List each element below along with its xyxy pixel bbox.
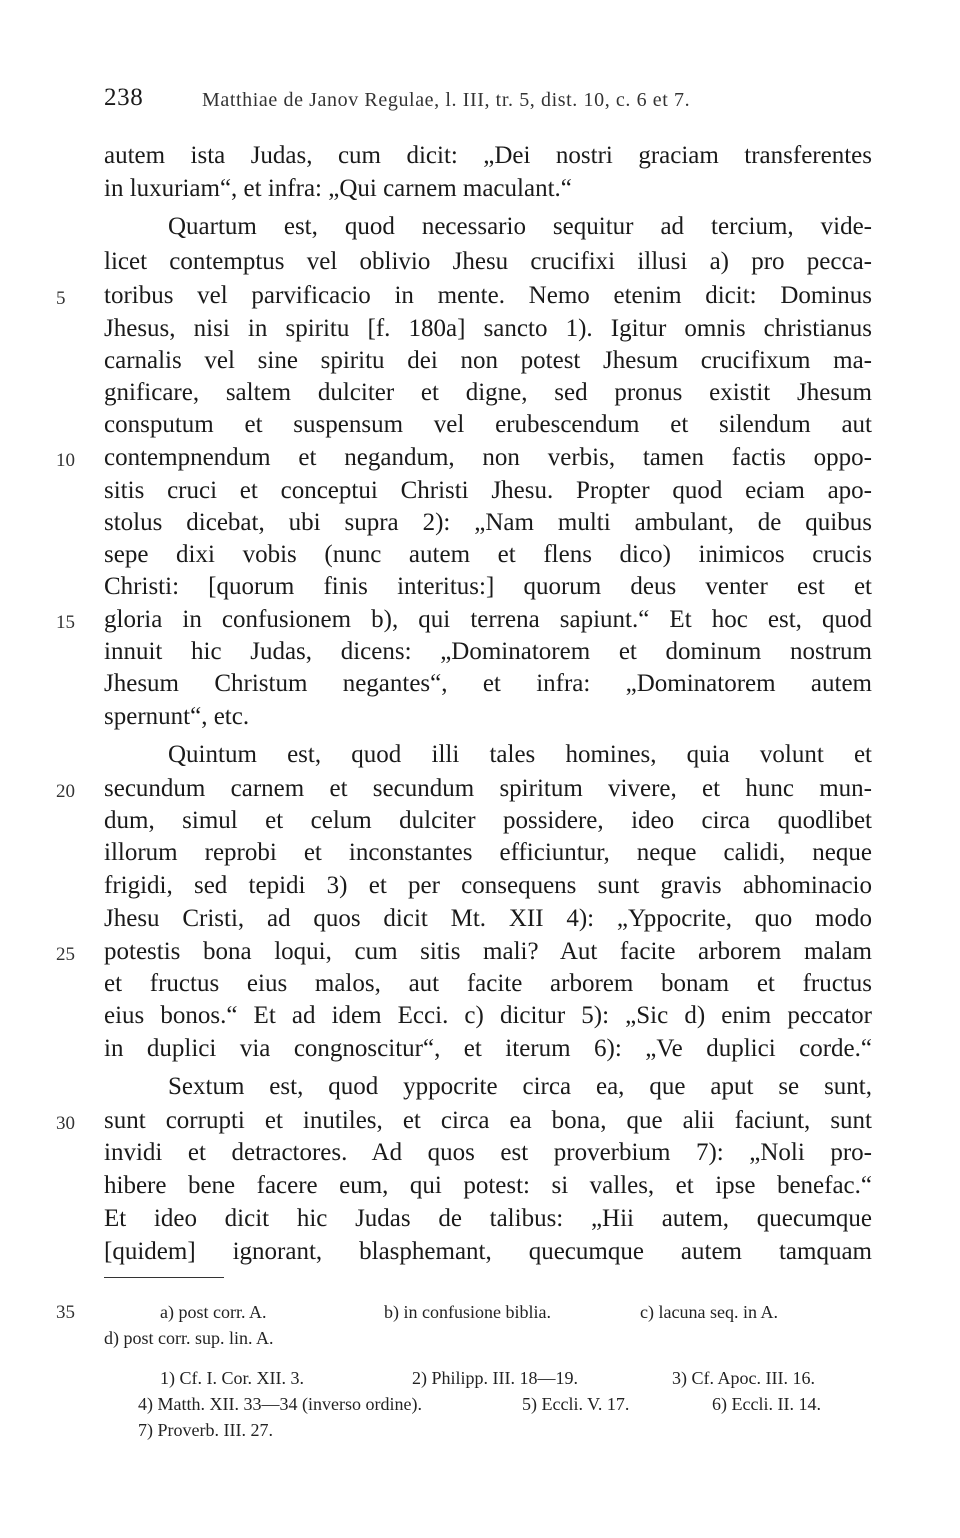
text-line: gloria in confusionem b), qui terrena sapiunt.“ Et hoc est, quod — [104, 606, 872, 633]
text-line: hibere bene facere eum, qui potest: si valles, et ipse benefac.“ — [104, 1172, 872, 1199]
line-number: 25 — [56, 944, 75, 965]
text-line: [quidem] ignorant, blasphemant, quecumque autem tamquam — [104, 1238, 872, 1265]
text-line: illorum reprobi et inconstantes efficiuntur, neque calidi, neque — [104, 839, 872, 866]
text-line: potestis bona loqui, cum sitis mali? Aut facite arborem malam — [104, 938, 872, 965]
text-line: licet contemptus vel oblivio Jhesu crucifixi illusi a) pro pecca- — [104, 248, 872, 275]
footnote-divider — [104, 1277, 224, 1278]
line-number: 15 — [56, 612, 75, 633]
text-line: autem ista Judas, cum dicit: „Dei nostri graciam transferentes — [104, 142, 872, 169]
source-note: 7) Proverb. III. 27. — [138, 1420, 273, 1440]
text-line: sunt corrupti et inutiles, et circa ea bona, que alii faciunt, sunt — [104, 1107, 872, 1134]
text-line: invidi et detractores. Ad quos est proverbium 7): „Noli pro- — [104, 1139, 872, 1166]
running-title: Matthiae de Janov Regulae, l. III, tr. 5, dist. 10, c. 6 et 7. — [202, 89, 691, 111]
text-line: Jhesus, nisi in spiritu [f. 180a] sancto 1). Igitur omnis christianus — [104, 315, 872, 342]
text-line: Quartum est, quod necessario sequitur ad tercium, vide- — [168, 213, 872, 240]
apparatus-note-c: c) lacuna seq. in A. — [640, 1302, 778, 1322]
text-line: contempnendum et negandum, non verbis, tamen factis oppo- — [104, 444, 872, 471]
text-line: Christi: [quorum finis interitus:] quorum deus venter est et — [104, 573, 872, 600]
apparatus-note-b: b) in confusione biblia. — [384, 1302, 551, 1322]
line-number: 30 — [56, 1113, 75, 1134]
line-number: 10 — [56, 450, 75, 471]
source-note: 6) Eccli. II. 14. — [712, 1394, 821, 1414]
text-line: secundum carnem et secundum spiritum vivere, et hunc mun- — [104, 775, 872, 802]
text-line: in duplici via congnoscitur“, et iterum 6): „Ve duplici corde.“ — [104, 1035, 872, 1062]
source-note: 2) Philipp. III. 18—19. — [412, 1368, 578, 1388]
text-line: innuit hic Judas, dicens: „Dominatorem et dominum nostrum — [104, 638, 872, 665]
text-line: gnificare, saltem dulciter et digne, sed pronus existit Jhesum — [104, 379, 872, 406]
text-line: spernunt“, etc. — [104, 703, 250, 730]
text-line: sitis cruci et conceptui Christi Jhesu. Propter quod eciam apo- — [104, 477, 872, 504]
line-number: 35 — [56, 1302, 75, 1323]
apparatus-note-d: d) post corr. sup. lin. A. — [104, 1328, 274, 1348]
text-line: Sextum est, quod yppocrite circa ea, que aput se sunt, — [168, 1073, 872, 1100]
text-line: toribus vel parvificacio in mente. Nemo etenim dicit: Dominus — [104, 282, 872, 309]
text-line: Jhesum Christum negantes“, et infra: „Dominatorem autem — [104, 670, 872, 697]
text-line: Et ideo dicit hic Judas de talibus: „Hii autem, quecumque — [104, 1205, 872, 1232]
text-line: dum, simul et celum dulciter possidere, ideo circa quodlibet — [104, 807, 872, 834]
text-line: carnalis vel sine spiritu dei non potest Jhesum crucifixum ma- — [104, 347, 872, 374]
source-note: 3) Cf. Apoc. III. 16. — [672, 1368, 815, 1388]
text-line: Quintum est, quod illi tales homines, quia volunt et — [168, 741, 872, 768]
text-line: eius bonos.“ Et ad idem Ecci. c) dicitur 5): „Sic d) enim peccator — [104, 1002, 872, 1029]
text-line: sepe dixi vobis (nunc autem et flens dico) inimicos crucis — [104, 541, 872, 568]
source-note: 1) Cf. I. Cor. XII. 3. — [160, 1368, 304, 1388]
line-number: 20 — [56, 781, 75, 802]
source-note: 4) Matth. XII. 33—34 (inverso ordine). — [138, 1394, 422, 1414]
line-number: 5 — [56, 288, 66, 309]
text-line: consputum et suspensum vel erubescendum et silendum aut — [104, 411, 872, 438]
text-line: in luxuriam“, et infra: „Qui carnem maculant.“ — [104, 175, 572, 202]
text-line: et fructus eius malos, aut facite arborem bonam et fructus — [104, 970, 872, 997]
running-header — [104, 84, 880, 120]
text-line: frigidi, sed tepidi 3) et per consequens sunt gravis abhominacio — [104, 872, 872, 899]
source-note: 5) Eccli. V. 17. — [522, 1394, 630, 1414]
text-line: stolus dicebat, ubi supra 2): „Nam multi ambulant, de quibus — [104, 509, 872, 536]
apparatus-note-a: a) post corr. A. — [160, 1302, 267, 1322]
page-number: 238 — [104, 84, 144, 111]
text-line: Jhesu Cristi, ad quos dicit Mt. XII 4): „Yppocrite, quo modo — [104, 905, 872, 932]
